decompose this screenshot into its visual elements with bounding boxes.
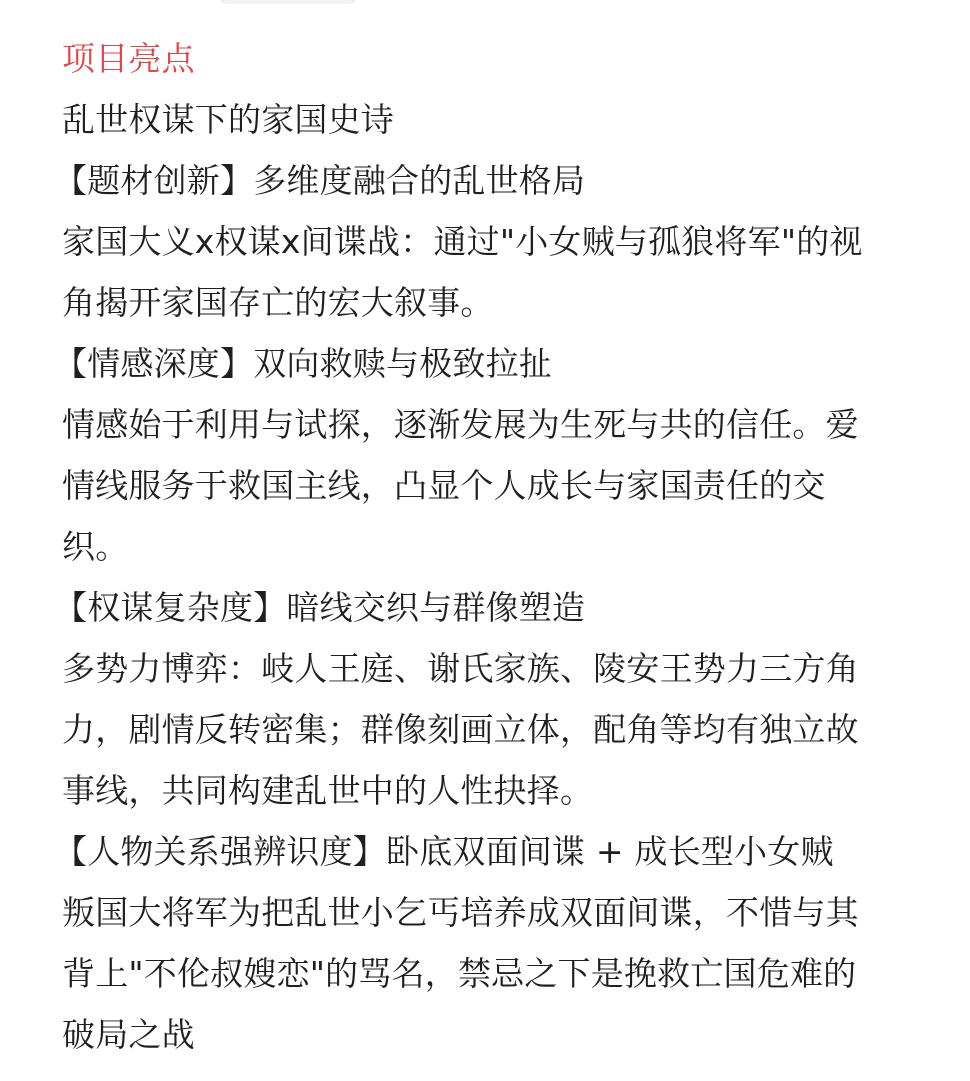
paragraph-line: 叛国大将军为把乱世小乞丐培养成双面间谍，不惜与其: [62, 893, 859, 932]
paragraph-line: 背上"不伦叔嫂恋"的骂名，禁忌之下是挽救亡国危难的: [62, 954, 857, 993]
top-handle: [218, 0, 358, 4]
paragraph-line: 多势力博弈：岐人王庭、谢氏家族、陵安王势力三方角: [62, 649, 859, 688]
section-title-theme: 【题材创新】多维度融合的乱世格局: [54, 161, 586, 200]
section-title-strategy: 【权谋复杂度】暗线交织与群像塑造: [54, 588, 586, 627]
paragraph-line: 事线，共同构建乱世中的人性抉择。: [62, 771, 594, 810]
section-title-emotion: 【情感深度】双向救赎与极致拉扯: [54, 344, 552, 383]
section-heading: 项目亮点: [62, 39, 195, 78]
paragraph-line: 角揭开家国存亡的宏大叙事。: [62, 283, 494, 322]
section-title-characters: 【人物关系强辨识度】卧底双面间谍 + 成长型小女贼: [54, 832, 834, 871]
paragraph-line: 织。: [62, 527, 129, 566]
paragraph-line: 力，剧情反转密集；群像刻画立体，配角等均有独立故: [62, 710, 859, 749]
paragraph-line: 家国大义x权谋x间谍战：通过"小女贼与孤狼将军"的视: [62, 222, 863, 261]
article-body: [54, 28, 922, 1065]
paragraph-line: 情感始于利用与试探，逐渐发展为生死与共的信任。爱: [62, 405, 859, 444]
paragraph-line: 破局之战: [62, 1015, 195, 1054]
paragraph-line: 情线服务于救国主线，凸显个人成长与家国责任的交: [62, 466, 826, 505]
subtitle: 乱世权谋下的家国史诗: [62, 100, 394, 139]
